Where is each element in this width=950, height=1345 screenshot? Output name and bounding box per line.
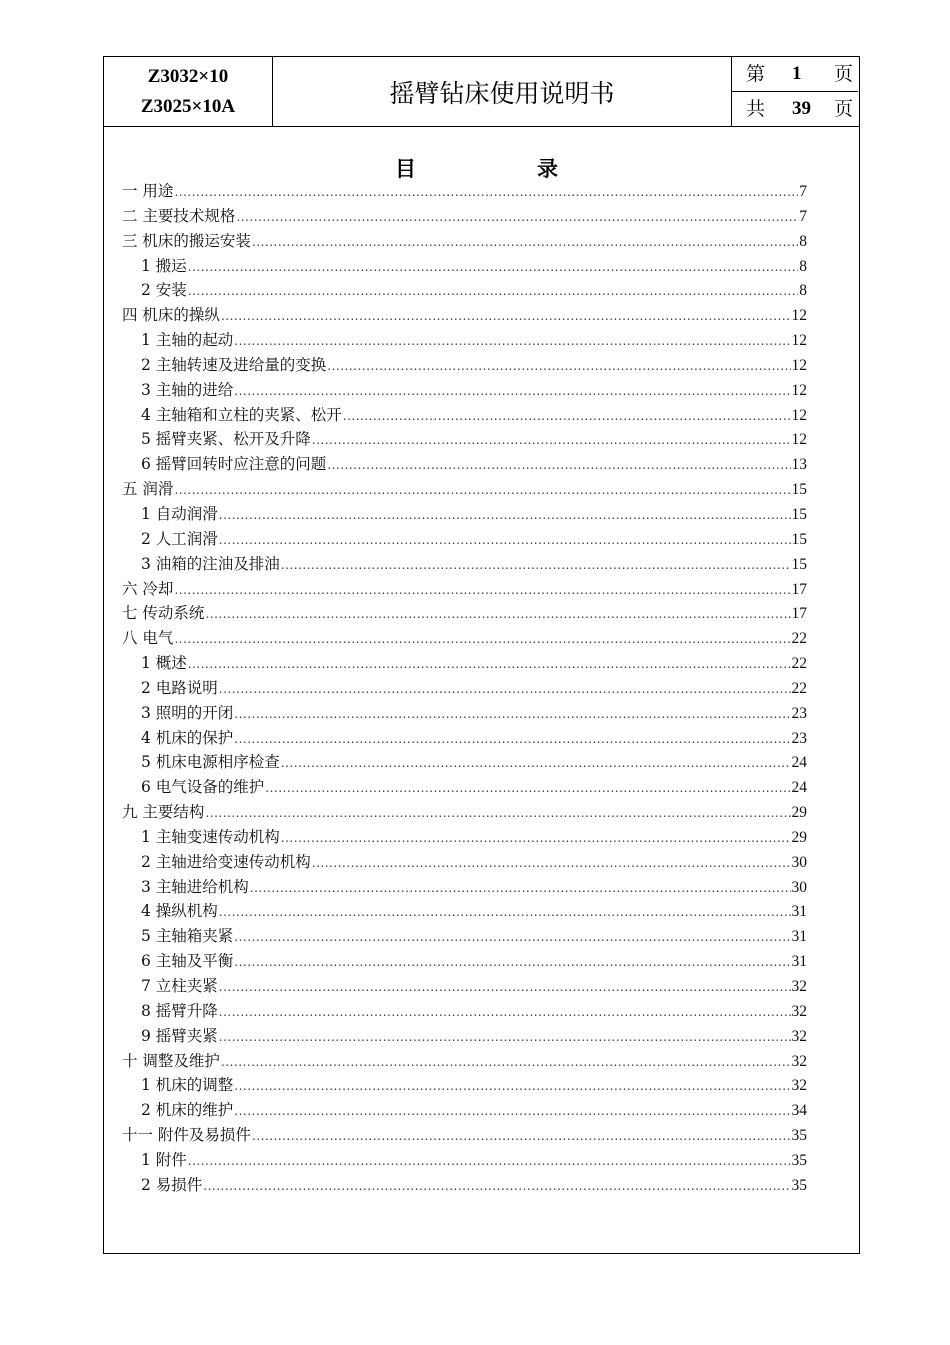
toc-dot-leader: [234, 379, 790, 404]
toc-entry[interactable]: [122, 1173, 807, 1198]
toc-entry-label: 1 主轴变速传动机构: [141, 827, 280, 846]
toc-entry[interactable]: [122, 403, 807, 428]
toc-dot-leader: [221, 304, 791, 329]
toc-entry-page: 24: [791, 754, 807, 772]
toc-entry[interactable]: [122, 353, 807, 378]
toc-entry[interactable]: [122, 427, 807, 452]
toc-entry[interactable]: [122, 626, 807, 651]
toc-entry[interactable]: [122, 850, 807, 875]
toc-entry-page: 22: [791, 630, 807, 648]
toc-entry-page: 12: [791, 356, 807, 374]
toc-dot-leader: [281, 751, 791, 776]
toc-entry-label: 二 主要技术规格: [122, 206, 236, 225]
toc-entry[interactable]: [122, 800, 807, 825]
toc-entry-page: 22: [791, 655, 807, 673]
toc-entry[interactable]: [122, 775, 807, 800]
toc-entry-label: 1 搬运: [141, 256, 187, 275]
toc-entry[interactable]: [122, 527, 807, 552]
toc-dot-leader: [265, 776, 790, 801]
current-page-row: [732, 57, 858, 92]
toc-entry-page: 8: [799, 282, 807, 300]
toc-dot-leader: [234, 702, 790, 727]
toc-entry-page: 31: [791, 953, 807, 971]
toc-dot-leader: [327, 453, 790, 478]
toc-entry-page: 15: [791, 505, 807, 523]
toc-entry-label: 一 用途: [122, 182, 174, 200]
document-title: 摇臂钻床使用说明书: [273, 57, 732, 126]
toc-dot-leader: [234, 950, 790, 975]
toc-entry-label: 2 易损件: [141, 1175, 203, 1194]
toc-dot-leader: [219, 503, 791, 528]
toc-entry-label: 6 主轴及平衡: [141, 952, 234, 971]
toc-entry-page: 30: [791, 878, 807, 896]
toc-entry-label: 八 电气: [122, 629, 174, 648]
toc-entry-page: 35: [791, 1127, 807, 1145]
toc-entry[interactable]: [122, 452, 807, 477]
toc-entry[interactable]: [122, 179, 807, 204]
toc-entry-label: 5 摇臂夹紧、松开及升降: [141, 430, 311, 449]
toc-dot-leader: [234, 1074, 790, 1099]
toc-entry-page: 15: [791, 555, 807, 573]
toc-entry-label: 1 自动润滑: [141, 504, 218, 523]
toc-heading: [104, 153, 859, 181]
toc-entry-page: 12: [791, 381, 807, 399]
toc-dot-leader: [281, 826, 791, 851]
total-pages-row: [732, 92, 858, 127]
toc-dot-leader: [188, 652, 791, 677]
toc-dot-leader: [188, 279, 798, 304]
toc-entry-label: 九 主要结构: [122, 803, 205, 822]
toc-entry[interactable]: [122, 1073, 807, 1098]
toc-entry-page: 24: [791, 779, 807, 797]
toc-entry-page: 34: [791, 1102, 807, 1120]
toc-entry[interactable]: [122, 477, 807, 502]
toc-entry-label: 2 电路说明: [141, 678, 218, 697]
toc-entry[interactable]: [122, 750, 807, 775]
toc-dot-leader: [343, 404, 791, 429]
toc-entry[interactable]: [122, 701, 807, 726]
model-number-secondary: Z3025×10A: [140, 96, 236, 117]
toc-dot-leader: [219, 1025, 791, 1050]
toc-entry-page: 32: [791, 1052, 807, 1070]
toc-entry[interactable]: [122, 303, 807, 328]
toc-entry-page: 23: [791, 704, 807, 722]
toc-heading-part1: 目: [395, 156, 416, 181]
toc-entry-label: 1 概述: [141, 654, 187, 673]
toc-dot-leader: [281, 553, 791, 578]
toc-entry[interactable]: [122, 974, 807, 999]
toc-entry[interactable]: [122, 875, 807, 900]
toc-dot-leader: [174, 478, 790, 503]
toc-dot-leader: [188, 1149, 791, 1174]
toc-entry[interactable]: [122, 1098, 807, 1123]
toc-entry-label: 十一 附件及易损件: [122, 1126, 251, 1145]
toc-dot-leader: [205, 801, 790, 826]
toc-entry-page: 31: [791, 903, 807, 921]
toc-entry-page: 13: [791, 456, 807, 474]
toc-entry[interactable]: [122, 899, 807, 924]
table-of-contents: [122, 179, 807, 1198]
toc-entry[interactable]: [122, 278, 807, 303]
toc-entry-page: 23: [791, 729, 807, 747]
toc-entry-page: 30: [791, 853, 807, 871]
toc-dot-leader: [234, 329, 790, 354]
toc-entry-label: 五 润滑: [122, 480, 174, 499]
toc-dot-leader: [252, 230, 798, 255]
toc-entry[interactable]: [122, 651, 807, 676]
toc-entry-label: 十 调整及维护: [122, 1051, 220, 1070]
toc-dot-leader: [188, 255, 798, 280]
toc-entry-label: 六 冷却: [122, 579, 174, 598]
toc-entry-page: 32: [791, 1027, 807, 1045]
toc-dot-leader: [221, 1050, 791, 1075]
toc-entry[interactable]: [122, 949, 807, 974]
toc-entry[interactable]: [122, 1148, 807, 1173]
current-page-label: 第: [746, 63, 766, 85]
toc-dot-leader: [219, 975, 791, 1000]
toc-dot-leader: [219, 528, 791, 553]
toc-dot-leader: [219, 1000, 791, 1025]
toc-entry-label: 6 电气设备的维护: [141, 778, 265, 797]
toc-entry-page: 8: [799, 232, 807, 250]
toc-entry[interactable]: [122, 254, 807, 279]
model-number-primary: Z3032×10: [147, 66, 229, 87]
toc-entry-label: 9 摇臂夹紧: [141, 1026, 218, 1045]
toc-entry[interactable]: [122, 601, 807, 626]
toc-dot-leader: [312, 428, 791, 453]
toc-entry-label: 2 机床的维护: [141, 1101, 234, 1120]
toc-entry-page: 7: [799, 183, 807, 200]
toc-entry-page: 17: [791, 580, 807, 598]
toc-dot-leader: [327, 354, 790, 379]
toc-entry-page: 15: [791, 530, 807, 548]
toc-entry-label: 8 摇臂升降: [141, 1001, 218, 1020]
total-pages-unit: 页: [834, 98, 854, 120]
toc-dot-leader: [174, 627, 790, 652]
toc-entry[interactable]: [122, 328, 807, 353]
toc-entry-page: 31: [791, 928, 807, 946]
toc-entry[interactable]: [122, 1049, 807, 1074]
toc-entry-label: 2 安装: [141, 281, 187, 300]
toc-entry-page: 12: [791, 332, 807, 350]
total-pages-label: 共: [746, 98, 766, 120]
toc-entry-label: 7 立柱夹紧: [141, 977, 218, 995]
toc-entry-page: 35: [791, 1151, 807, 1169]
toc-heading-part2: 录: [537, 156, 558, 181]
toc-entry-page: 29: [791, 804, 807, 822]
toc-entry-label: 1 附件: [141, 1150, 187, 1169]
toc-dot-leader: [205, 602, 790, 627]
toc-entry-label: 5 主轴箱夹紧: [141, 927, 234, 946]
page-info-cell: [732, 57, 858, 126]
toc-entry[interactable]: [122, 1123, 807, 1148]
model-number-cell: [104, 57, 273, 126]
toc-entry-page: 35: [791, 1176, 807, 1194]
toc-entry-label: 2 主轴进给变速传动机构: [141, 852, 311, 871]
toc-entry-label: 四 机床的操纵: [122, 306, 220, 325]
toc-entry-label: 1 主轴的起动: [141, 331, 234, 350]
toc-entry[interactable]: [122, 552, 807, 577]
toc-entry-label: 4 机床的保护: [141, 728, 234, 747]
toc-entry-label: 5 机床电源相序检查: [141, 753, 280, 772]
toc-entry[interactable]: [122, 999, 807, 1024]
toc-dot-leader: [234, 727, 790, 752]
toc-entry-label: 三 机床的搬运安装: [122, 231, 251, 250]
toc-entry[interactable]: [122, 204, 807, 229]
toc-entry[interactable]: [122, 924, 807, 949]
toc-entry-page: 8: [799, 257, 807, 275]
toc-entry-page: 12: [791, 307, 807, 325]
toc-dot-leader: [236, 205, 798, 230]
toc-entry-page: 32: [791, 978, 807, 995]
toc-entry-label: 1 机床的调整: [141, 1076, 234, 1095]
toc-entry-page: 32: [791, 1077, 807, 1095]
toc-dot-leader: [203, 1174, 790, 1199]
toc-entry[interactable]: [122, 825, 807, 850]
toc-entry-label: 3 照明的开闭: [141, 703, 234, 722]
toc-entry[interactable]: [122, 577, 807, 602]
document-frame: [103, 56, 860, 1254]
toc-dot-leader: [234, 1099, 790, 1124]
toc-entry-label: 3 主轴的进给: [141, 380, 234, 399]
toc-entry[interactable]: [122, 726, 807, 751]
toc-entry-label: 4 操纵机构: [141, 902, 218, 921]
document-header: [104, 57, 859, 127]
current-page-number: 1: [792, 63, 802, 84]
toc-entry-label: 6 摇臂回转时应注意的问题: [141, 455, 327, 474]
toc-entry-page: 12: [791, 406, 807, 424]
toc-entry-page: 12: [791, 431, 807, 449]
toc-entry-label: 3 主轴进给机构: [141, 877, 249, 896]
toc-dot-leader: [174, 180, 798, 205]
toc-entry-label: 3 油箱的注油及排油: [141, 554, 280, 573]
toc-entry-page: 32: [791, 1002, 807, 1020]
toc-entry[interactable]: [122, 1024, 807, 1049]
toc-dot-leader: [219, 677, 791, 702]
toc-entry-page: 15: [791, 481, 807, 499]
toc-dot-leader: [174, 578, 790, 603]
toc-entry[interactable]: [122, 378, 807, 403]
toc-dot-leader: [312, 851, 791, 876]
toc-entry-label: 2 人工润滑: [141, 529, 218, 548]
toc-entry-page: 22: [791, 679, 807, 697]
toc-entry-label: 七 传动系统: [122, 604, 205, 623]
current-page-unit: 页: [834, 63, 854, 85]
toc-dot-leader: [234, 925, 790, 950]
toc-entry[interactable]: [122, 229, 807, 254]
toc-entry[interactable]: [122, 502, 807, 527]
toc-entry-page: 17: [791, 605, 807, 623]
toc-entry-page: 29: [791, 828, 807, 846]
toc-entry-page: 7: [799, 207, 807, 225]
total-pages-number: 39: [792, 98, 811, 119]
toc-dot-leader: [219, 900, 791, 925]
toc-entry-label: 4 主轴箱和立柱的夹紧、松开: [141, 405, 342, 424]
toc-entry-label: 2 主轴转速及进给量的变换: [141, 355, 327, 374]
toc-entry[interactable]: [122, 676, 807, 701]
toc-dot-leader: [252, 1124, 791, 1149]
toc-dot-leader: [250, 876, 791, 901]
